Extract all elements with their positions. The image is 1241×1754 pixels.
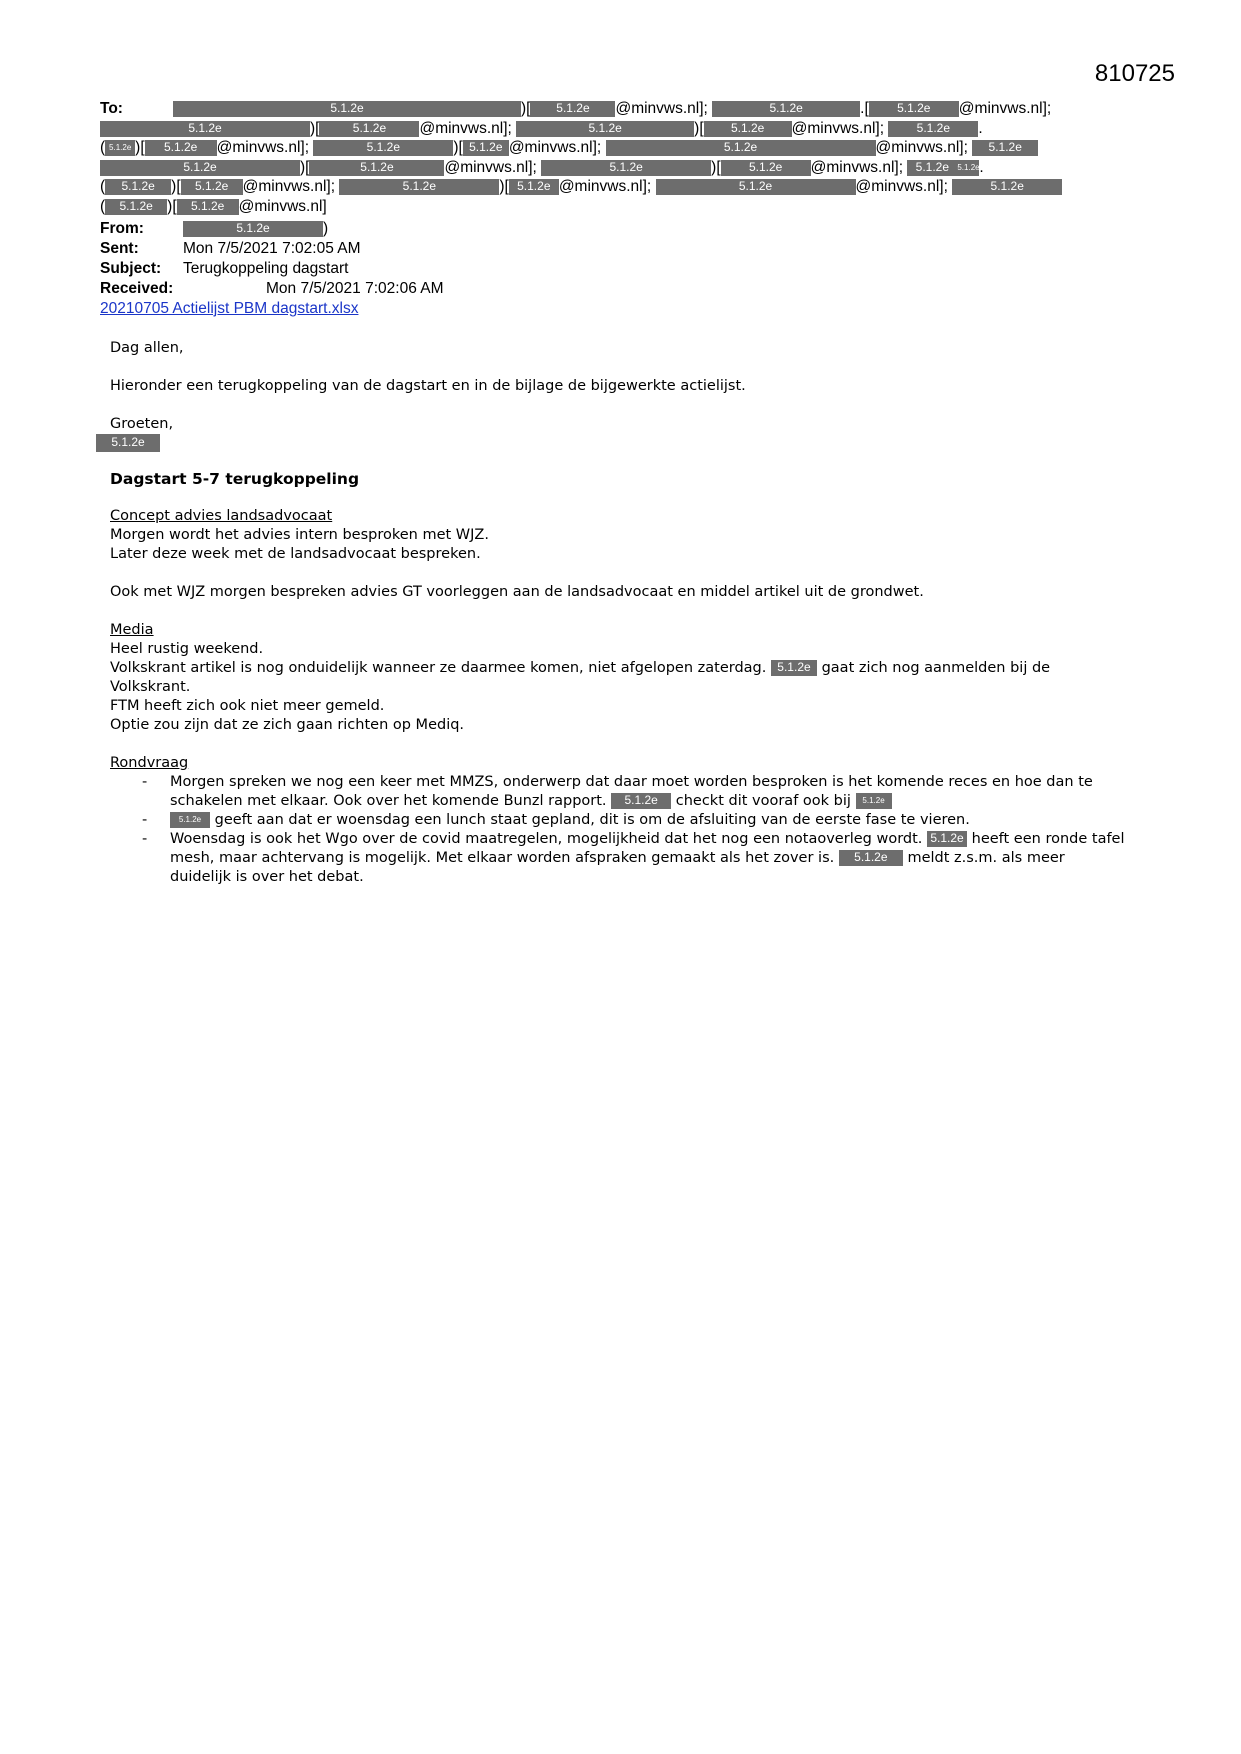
list-item (110, 811, 1130, 830)
concept-line: Later deze week met de landsadvocaat bespreken. (110, 546, 481, 562)
item-text: meldt z.s.m. als meer duidelijk is over het debat. (170, 850, 1065, 885)
subject-label: Subject: (100, 260, 162, 277)
media-line: Heel rustig weekend. (110, 641, 264, 657)
redaction: 5.1.2e (530, 101, 615, 117)
signature-redaction-wrap (96, 434, 160, 452)
recipient-domain: @minvws.nl]; (444, 158, 537, 176)
redaction: 5.1.2e (839, 850, 903, 866)
received-row (100, 279, 444, 299)
document-number: 810725 (1094, 60, 1175, 87)
recipient-domain: @minvws.nl]; (791, 119, 885, 137)
redaction: 5.1.2e (339, 179, 499, 195)
redaction: 5.1.2e (611, 793, 671, 809)
redaction: 5.1.2e (509, 179, 559, 195)
redaction: 5.1.2e (541, 160, 711, 176)
recipient-domain: @minvws.nl]; (958, 100, 1052, 117)
redaction: 5.1.2e (105, 140, 135, 156)
redaction: 5.1.2e (177, 199, 239, 215)
attachment-link[interactable]: 20210705 Actielijst PBM dagstart.xlsx (100, 300, 359, 317)
redaction: 5.1.2e (96, 434, 160, 452)
redaction: 5.1.2e (721, 160, 811, 176)
rondvraag-title: Rondvraag (110, 755, 189, 771)
media-line-volkskrant (110, 659, 1130, 697)
recipient-domain-last: @minvws.nl] (238, 197, 327, 215)
redaction: 5.1.2e (516, 121, 694, 137)
redaction: 5.1.2e (712, 101, 860, 117)
redaction: 5.1.2e (105, 199, 167, 215)
greeting: Dag allen, (110, 340, 184, 356)
redaction: 5.1.2e (704, 121, 792, 137)
redaction: 5.1.2e (319, 121, 419, 137)
media-line: FTM heeft zich ook niet meer gemeld. (110, 698, 385, 714)
media-title: Media (110, 622, 154, 638)
list-item (110, 830, 1130, 887)
recipient-domain: @minvws.nl]; (810, 158, 904, 176)
rondvraag-list (110, 773, 1130, 887)
item-text: geeft aan dat er woensdag een lunch staat gepland, dit is om de afsluiting van de eerste fase te vieren. (214, 812, 970, 828)
closing: Groeten, (110, 416, 174, 432)
redaction: 5.1.2e (100, 160, 300, 176)
list-item (110, 773, 1130, 811)
recipient-domain: @minvws.nl]; (558, 178, 652, 196)
sent-value: Mon 7/5/2021 7:02:05 AM (183, 240, 361, 257)
from-label: From: (100, 220, 144, 237)
recipient-domain: @minvws.nl]; (242, 178, 336, 196)
concept-extra: Ook met WJZ morgen bespreken advies GT voorleggen aan de landsadvocaat en middel artikel uit de grondwet. (110, 584, 924, 600)
attachment-row (100, 299, 358, 319)
redaction: 5.1.2e (463, 140, 509, 156)
recipient-domain: @minvws.nl]; (419, 119, 512, 137)
item-text: Morgen spreken we nog een keer met MMZS, onderwerp dat daar moet worden besproken is het komende reces en hoe dan te schakelen met elkaar. Ook over het komende Bunzl rapport. (170, 774, 1093, 809)
redaction: 5.1.2e (771, 660, 817, 676)
redaction: 5.1.2e (606, 140, 876, 156)
redaction: 5.1.2e (952, 179, 1062, 195)
recipient-domain: @minvws.nl]; (216, 139, 310, 157)
subject-row (100, 259, 348, 279)
from-row: From: 5.1.2e ) (100, 220, 329, 237)
redaction: 5.1.2e (927, 831, 967, 847)
received-label: Received: (100, 280, 174, 297)
media-text: Volkskrant artikel is nog onduidelijk wanneer ze daarmee komen, niet afgelopen zaterdag. (110, 660, 767, 676)
redaction: 5.1.2e (869, 101, 959, 117)
redaction: 5.1.2e (957, 160, 979, 176)
recipient-domain: @minvws.nl]; (508, 139, 602, 157)
intro-text: Hieronder een terugkoppeling van de dagstart en in de bijlage de bijgewerkte actielijst. (110, 378, 746, 394)
redaction: 5.1.2e (145, 140, 217, 156)
to-recipients: To: 5.1.2e )[ 5.1.2e @minvws.nl]; 5.1.2e .[ 5.1.2e @minvws.nl]; 5.1.2e )[ 5.1.2e @minvws.nl]; 5.1.2e )[ 5.1.2e @minvws.nl]; 5.1.2e . ( 5.1.2e )[ 5.1.2e @minvws.nl]; 5.1.2e )[ 5.1.2e @minvws.nl]; 5.1.2e @minvws.nl]; 5.1.2e 5.1.2e )[ 5.1.2e @minvws.nl]; 5.1.2e )[ 5.1.2e @minvws.nl]; 5.1.2e 5.1.2e. ( 5.1.2e )[ 5.1.2e @minvws.nl]; 5.1.2e )[ 5.1.2e @minvws.nl]; 5.1.2e @minvws.nl]; 5.1.2e ( 5.1.2e )[ 5.1.2e @minvws.nl] (100, 99, 1140, 217)
media-text: gaat zich nog aanmelden bij de Volkskrant. (110, 660, 1051, 695)
subject-value: Terugkoppeling dagstart (183, 260, 349, 277)
concept-title: Concept advies landsadvocaat (110, 508, 333, 524)
item-text: Woensdag is ook het Wgo over de covid maatregelen, mogelijkheid dat het nog een notaoverleg wordt. (170, 831, 923, 847)
to-label: To: (100, 100, 123, 117)
recipient-domain: @minvws.nl]; (875, 139, 968, 157)
redaction: 5.1.2e (888, 121, 978, 137)
sent-label: Sent: (100, 240, 139, 257)
redaction: 5.1.2e (105, 179, 171, 195)
email-body (110, 339, 1130, 434)
redaction: 5.1.2e (907, 160, 957, 176)
redaction: 5.1.2e (173, 101, 521, 117)
redaction: 5.1.2e (972, 140, 1038, 156)
redaction: 5.1.2e (100, 121, 310, 137)
media-line: Optie zou zijn dat ze zich gaan richten op Mediq. (110, 717, 465, 733)
item-text: heeft een ronde tafel mesh, maar achtervang is mogelijk. Met elkaar worden afspraken gemaakt als het zover is. (170, 831, 1125, 866)
section-heading: Dagstart 5-7 terugkoppeling (110, 470, 360, 488)
recipient-domain: @minvws.nl]; (855, 178, 948, 196)
redaction: 5.1.2e (656, 179, 856, 195)
redaction: 5.1.2e (170, 812, 210, 828)
redaction: 5.1.2e (313, 140, 453, 156)
sent-row (100, 239, 361, 259)
concept-line: Morgen wordt het advies intern besproken met WJZ. (110, 527, 489, 543)
email-body-main (110, 470, 1130, 887)
redaction: 5.1.2e (309, 160, 444, 176)
redaction: 5.1.2e (856, 793, 892, 809)
redaction: 5.1.2e (181, 179, 243, 195)
redaction: 5.1.2e (183, 221, 323, 237)
recipient-domain: @minvws.nl]; (615, 100, 708, 117)
item-text: checkt dit vooraf ook bij (675, 793, 851, 809)
received-value: Mon 7/5/2021 7:02:06 AM (266, 280, 444, 297)
